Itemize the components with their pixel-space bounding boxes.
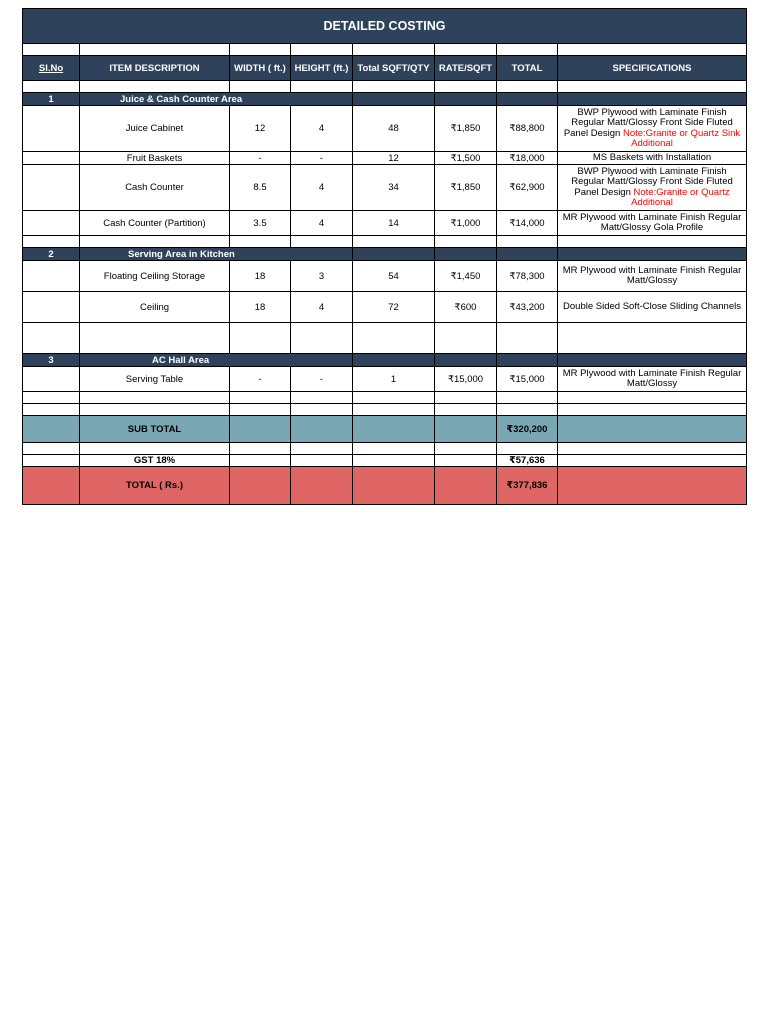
section-name: AC Hall Area: [80, 354, 353, 367]
table-row: [23, 261, 747, 292]
item-height: -: [291, 367, 353, 392]
item-width: -: [230, 367, 291, 392]
item-qty: 72: [353, 292, 435, 323]
item-height: 3: [291, 261, 353, 292]
table-row: [23, 152, 747, 165]
item-total: ₹14,000: [497, 211, 558, 236]
item-width: 3.5: [230, 211, 291, 236]
item-width: 12: [230, 106, 291, 152]
item-height: 4: [291, 292, 353, 323]
item-qty: 1: [353, 367, 435, 392]
item-description: Serving Table: [80, 367, 230, 392]
subtotal-label: SUB TOTAL: [80, 416, 230, 443]
item-rate: ₹600: [435, 292, 497, 323]
section-name: Juice & Cash Counter Area: [80, 93, 353, 106]
item-qty: 54: [353, 261, 435, 292]
grand-total-value: ₹377,836: [497, 467, 558, 505]
item-height: 4: [291, 165, 353, 211]
gst-value: ₹57,636: [497, 455, 558, 467]
gst-row: [23, 455, 747, 467]
spec-note: Note:Granite or Quartz Additional: [631, 186, 730, 208]
subtotal-row: [23, 416, 747, 443]
item-rate: ₹1,500: [435, 152, 497, 165]
blank-row: [23, 443, 747, 455]
blank-row: [23, 236, 747, 248]
section-row: [23, 248, 747, 261]
item-qty: 34: [353, 165, 435, 211]
costing-table: [22, 8, 747, 505]
item-rate: ₹1,000: [435, 211, 497, 236]
item-specification: MR Plywood with Laminate Finish Regular Matt/Glossy: [558, 261, 747, 292]
title-row: [23, 9, 747, 44]
table-row: [23, 165, 747, 211]
item-total: ₹62,900: [497, 165, 558, 211]
spec-note: Note:Granite or Quartz Sink Additional: [622, 127, 741, 149]
item-rate: ₹15,000: [435, 367, 497, 392]
section-row: [23, 354, 747, 367]
gst-label: GST 18%: [80, 455, 230, 467]
item-height: -: [291, 152, 353, 165]
item-width: 18: [230, 292, 291, 323]
item-description: Floating Ceiling Storage: [80, 261, 230, 292]
item-total: ₹43,200: [497, 292, 558, 323]
section-number: 2: [23, 248, 80, 261]
item-specification: MR Plywood with Laminate Finish Regular Matt/Glossy Gola Profile: [558, 211, 747, 236]
item-qty: 12: [353, 152, 435, 165]
costing-sheet: [22, 8, 746, 505]
item-description: Juice Cabinet: [80, 106, 230, 152]
blank-row: [23, 392, 747, 404]
header-item-description: ITEM DESCRIPTION: [80, 56, 230, 81]
header-height: HEIGHT (ft.): [291, 56, 353, 81]
item-total: ₹88,800: [497, 106, 558, 152]
item-specification: BWP Plywood with Laminate Finish Regular Matt/Glossy Front Side Fluted Panel Design Note:Granite or Quartz Additional: [558, 165, 747, 211]
blank-row: [23, 323, 747, 354]
header-total: TOTAL: [497, 56, 558, 81]
sheet-title: DETAILED COSTING: [23, 9, 747, 44]
blank-row: [23, 44, 747, 56]
table-row: [23, 211, 747, 236]
item-specification: BWP Plywood with Laminate Finish Regular Matt/Glossy Front Side Fluted Panel Design Note:Granite or Quartz Sink Additional: [558, 106, 747, 152]
item-width: -: [230, 152, 291, 165]
item-description: Ceiling: [80, 292, 230, 323]
blank-row: [23, 404, 747, 416]
section-number: 1: [23, 93, 80, 106]
item-rate: ₹1,450: [435, 261, 497, 292]
item-qty: 48: [353, 106, 435, 152]
item-rate: ₹1,850: [435, 165, 497, 211]
subtotal-value: ₹320,200: [497, 416, 558, 443]
item-specification: MR Plywood with Laminate Finish Regular Matt/Glossy: [558, 367, 747, 392]
item-height: 4: [291, 106, 353, 152]
table-row: [23, 367, 747, 392]
item-height: 4: [291, 211, 353, 236]
table-row: [23, 106, 747, 152]
item-description: Cash Counter: [80, 165, 230, 211]
item-description: Fruit Baskets: [80, 152, 230, 165]
item-specification: MS Baskets with Installation: [558, 152, 747, 165]
section-number: 3: [23, 354, 80, 367]
item-qty: 14: [353, 211, 435, 236]
header-total-sqft: Total SQFT/QTY: [353, 56, 435, 81]
header-width: WIDTH ( ft.): [230, 56, 291, 81]
item-rate: ₹1,850: [435, 106, 497, 152]
item-width: 18: [230, 261, 291, 292]
item-description: Cash Counter (Partition): [80, 211, 230, 236]
grand-total-row: [23, 467, 747, 505]
item-specification: Double Sided Soft-Close Sliding Channels: [558, 292, 747, 323]
column-header-row: [23, 56, 747, 81]
item-total: ₹78,300: [497, 261, 558, 292]
item-total: ₹15,000: [497, 367, 558, 392]
grand-total-label: TOTAL ( Rs.): [80, 467, 230, 505]
section-row: [23, 93, 747, 106]
item-total: ₹18,000: [497, 152, 558, 165]
header-specifications: SPECIFICATIONS: [558, 56, 747, 81]
table-row: [23, 292, 747, 323]
header-slno: Sl.No: [23, 56, 80, 81]
blank-row: [23, 81, 747, 93]
header-rate: RATE/SQFT: [435, 56, 497, 81]
item-width: 8.5: [230, 165, 291, 211]
section-name: Serving Area in Kitchen: [80, 248, 353, 261]
